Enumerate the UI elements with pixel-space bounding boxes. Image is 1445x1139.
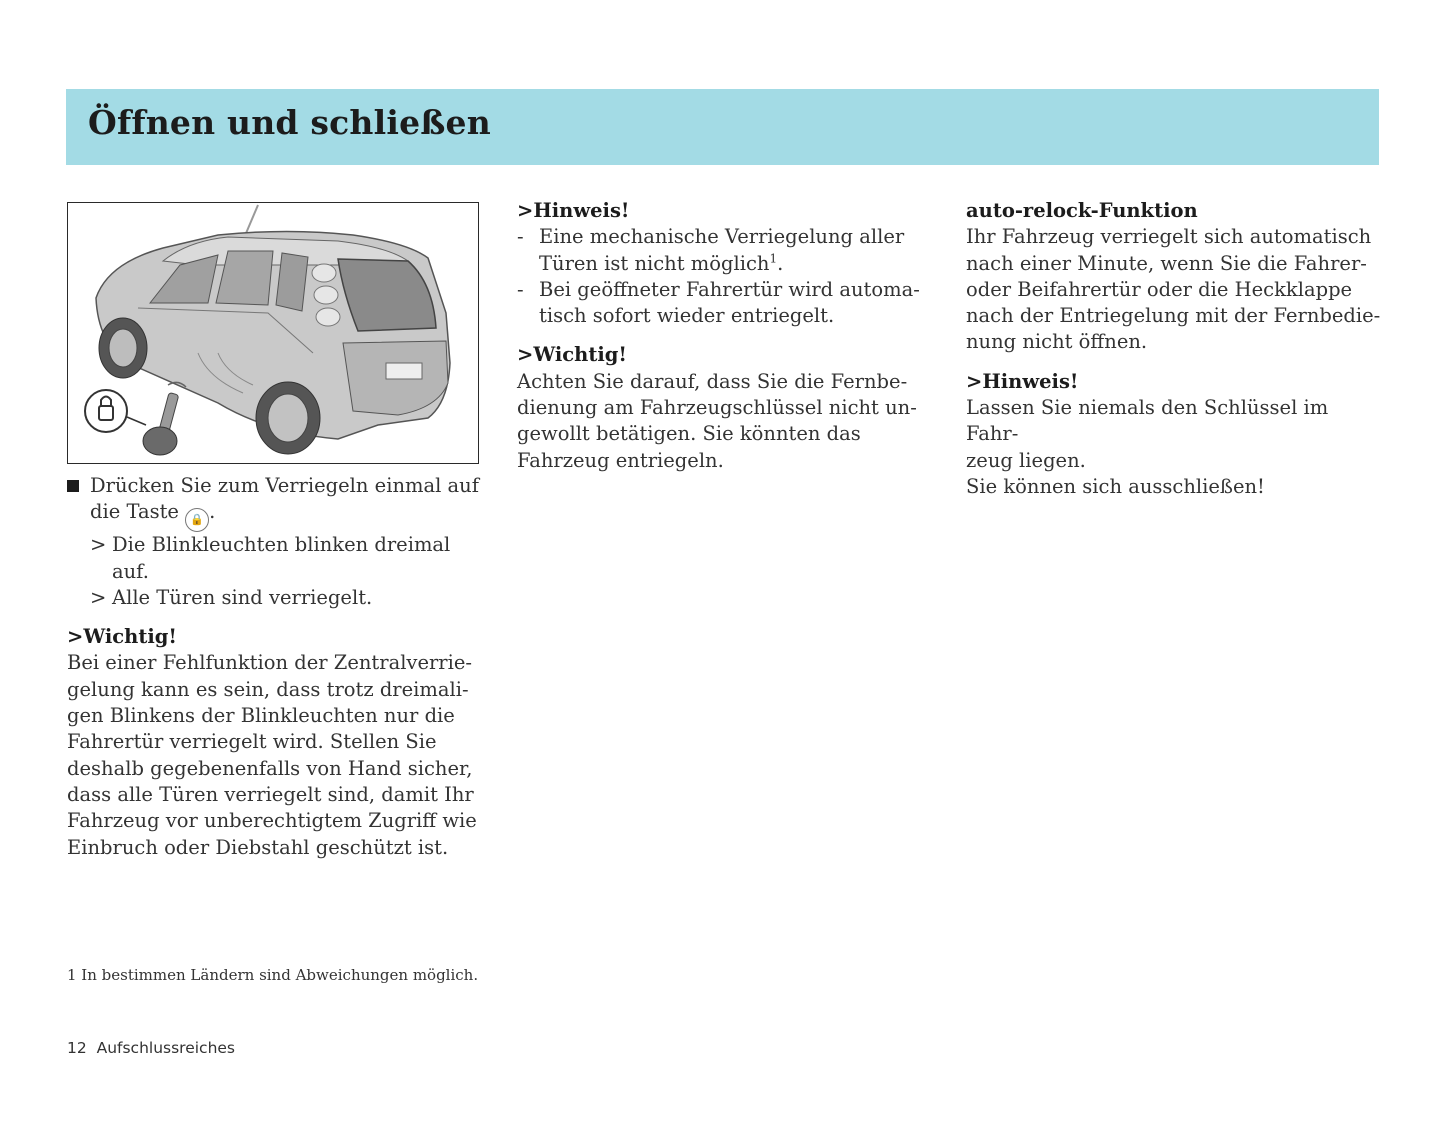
warning-line: Einbruch oder Diebstahl geschützt ist. [67,835,449,859]
lock-button-icon [85,390,146,432]
note-line: Lassen Sie niemals den Schlüssel im Fahr- [966,396,1329,446]
warning-heading: >Wichtig! [517,343,627,367]
lock-key-icon: 🔒 [185,508,209,532]
section-name: Aufschlussreiches [96,1039,236,1057]
bullet-square-icon [67,480,79,492]
warning-heading: >Wichtig! [67,625,177,649]
note-heading: >Hinweis! [966,369,1079,393]
car-illustration [67,202,479,464]
note-item: - Eine mechanische Verriegelung aller Türen ist nicht möglich$^1$. [517,225,905,275]
middle-column [517,198,937,474]
left-column [67,473,487,861]
page-number: 12 [67,1039,87,1057]
right-column [966,198,1386,500]
result-item: > Die Blinkleuchten blinken dreimal auf. [90,533,451,583]
footnote-ref: 1 [769,251,778,266]
car-rear-icon [96,205,450,454]
warning-line: deshalb gegebenenfalls von Hand sicher, [67,756,473,780]
relock-line: nach einer Minute, wenn Sie die Fahrer- [966,251,1367,275]
warning-line: gen Blinkens der Blinkleuchten nur die [67,704,455,728]
relock-line: nach der Entriegelung mit der Fernbedie- [966,304,1381,328]
footnote: 1 In bestimmen Ländern sind Abweichungen möglich. [67,966,479,984]
relock-line: oder Beifahrertür oder die Heckklappe [966,277,1353,301]
warning-line: Fahrzeug entriegeln. [517,448,724,472]
note-item: - Bei geöffneter Fahrertür wird automa- tisch sofort wieder entriegelt. [517,277,920,328]
relock-line: nung nicht öffnen. [966,330,1148,354]
result-item: > Alle Türen sind verriegelt. [90,585,373,609]
warning-line: Fahrzeug vor unberechtigtem Zugriff wie [67,809,477,833]
warning-line: Fahrertür verriegelt wird. Stellen Sie [67,730,437,754]
page-footer [67,1039,235,1057]
instruction-line: die Taste 🔒 . [90,499,479,532]
warning-line: Bei einer Fehlfunktion der Zentralverrie- [67,651,472,675]
instruction-line: Drücken Sie zum Verriegeln einmal auf [90,474,479,497]
warning-line: gelung kann es sein, dass trotz dreimali- [67,677,469,701]
warning-line: dienung am Fahrzeugschlüssel nicht un- [517,396,917,420]
note-line: zeug liegen. [966,448,1086,472]
warning-line: gewollt betätigen. Sie könnten das [517,422,861,446]
key-icon [143,382,186,455]
note-heading: >Hinweis! [517,199,630,222]
note-line: Sie können sich ausschließen! [966,474,1265,498]
title-bar [66,89,1379,165]
instruction-bullet [67,473,487,532]
page-title: Öffnen und schließen [88,103,491,142]
relock-line: Ihr Fahrzeug verriegelt sich automatisch [966,225,1372,249]
warning-line: Achten Sie darauf, dass Sie die Fernbe- [517,369,908,393]
warning-line: dass alle Türen verriegelt sind, damit Ihr [67,782,474,806]
relock-heading: auto-relock-Funktion [966,199,1198,222]
